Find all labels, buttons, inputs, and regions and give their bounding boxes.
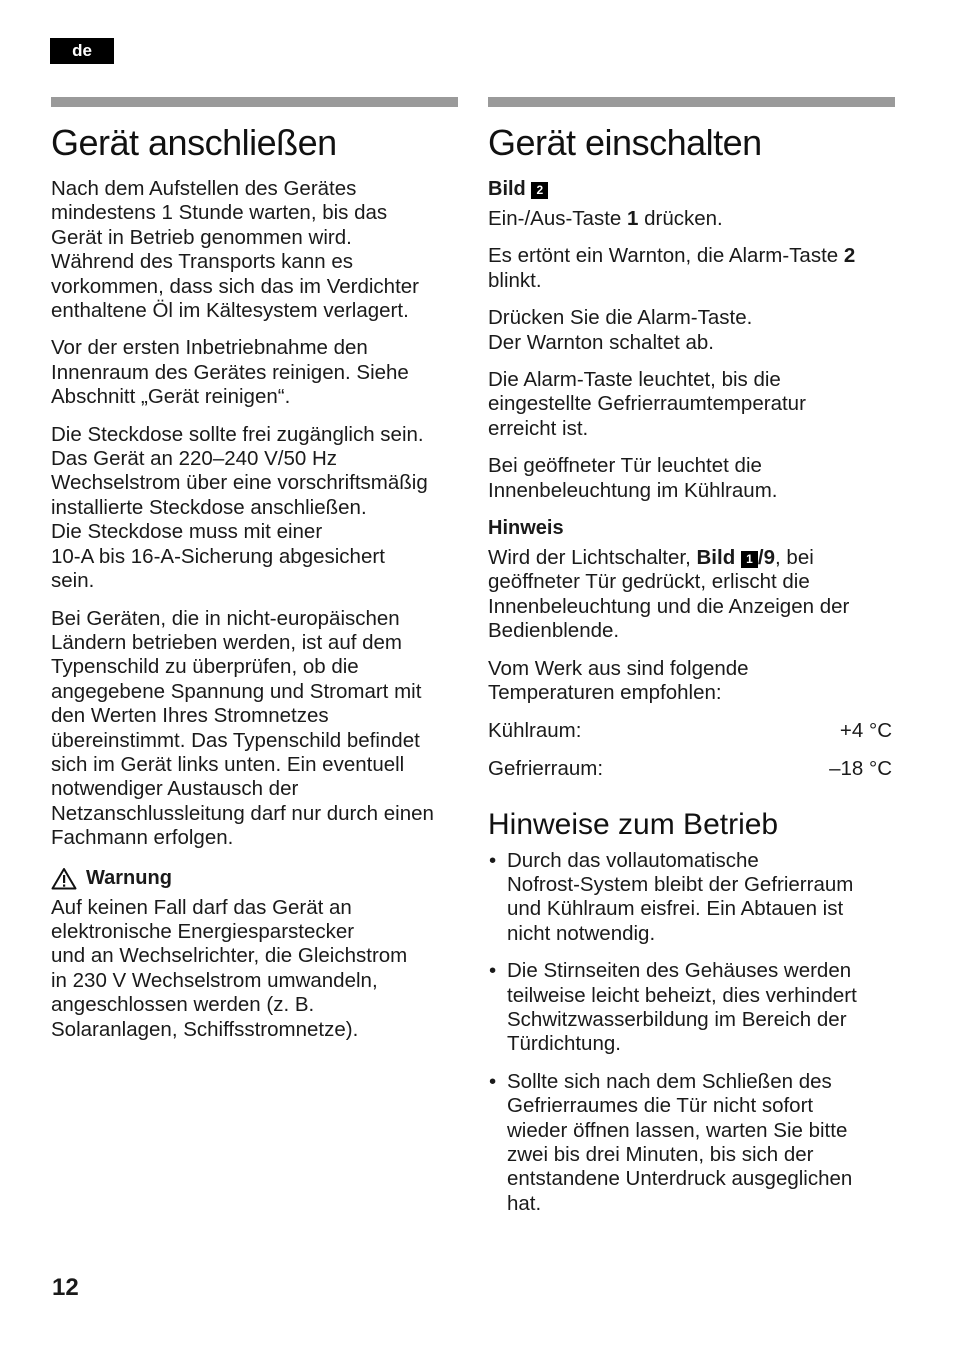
step-alarm bbox=[488, 244, 896, 293]
warning-heading bbox=[51, 867, 463, 890]
warning-triangle-icon bbox=[51, 867, 77, 890]
figure-ref: /9 bbox=[757, 546, 776, 570]
right-column bbox=[488, 97, 896, 1229]
temperature-label: Gefrierraum: bbox=[488, 756, 604, 780]
text: Ein-/Aus-Taste bbox=[488, 207, 627, 230]
warning-text: Auf keinen Fall darf das Gerät an elektronische Energiesparstecker und an Wechselrichter, die Gleichstrom in 230 V Wechselstrom umwandeln, angeschlossen werden (z. B. Solaranlagen, Schiffsstromnetze). bbox=[51, 895, 408, 1041]
list-item: • Die Stirnseiten des Gehäuses werden teilweise leicht beheizt, dies verhindert Schwitzwasserbildung im Bereich der Türdichtung. bbox=[488, 959, 896, 1057]
temperature-label: Kühlraum: bbox=[488, 718, 582, 742]
temperature-row bbox=[488, 719, 892, 743]
operation-tips-list bbox=[488, 849, 896, 1217]
figure-label: Bild bbox=[488, 178, 526, 200]
key-number: 2 bbox=[843, 244, 856, 268]
key-number: 1 bbox=[627, 207, 639, 230]
paragraph: Drücken Sie die Alarm-Taste. Der Warnton schaltet ab. bbox=[488, 306, 753, 354]
hint-text bbox=[488, 546, 896, 644]
temperature-value: –18 °C bbox=[829, 756, 892, 780]
figure-reference bbox=[488, 177, 896, 201]
figure-number-box: 1 bbox=[741, 551, 758, 568]
section-title-switch-on: Gerät einschalten bbox=[488, 122, 762, 163]
paragraph: Nach dem Aufstellen des Gerätes mindestens 1 Stunde warten, bis das Gerät in Betrieb genommen wird. Während des Transports kann es vorkommen, dass sich das im Verdichter enthaltene Öl im Kältesystem verlagert. bbox=[51, 177, 419, 323]
hint-label: Hinweis bbox=[488, 517, 564, 540]
text: blinkt. bbox=[488, 268, 542, 292]
language-tab: de bbox=[50, 38, 114, 64]
paragraph: Die Steckdose sollte frei zugänglich sein. Das Gerät an 220–240 V/50 Hz Wechselstrom über eine vorschriftsmäßig installierte Steckdose anschließen. Die Steckdose muss mit einer 10-A bis 16-A-Sicherung abgesichert sein. bbox=[51, 422, 428, 593]
temperature-row bbox=[488, 757, 892, 781]
figure-number-box: 2 bbox=[531, 182, 548, 199]
paragraph: Vor der ersten Inbetriebnahme den Innenraum des Gerätes reinigen. Siehe Abschnitt „Gerät reinigen“. bbox=[51, 336, 409, 409]
figure-label: Bild bbox=[696, 546, 736, 570]
text: , bei bbox=[775, 546, 814, 570]
paragraph: Die Alarm-Taste leuchtet, bis die eingestellte Gefrierraumtemperatur erreicht ist. bbox=[488, 368, 806, 440]
text: Es ertönt ein Warnton, die Alarm-Taste bbox=[488, 244, 844, 268]
warning-label: Warnung bbox=[86, 866, 172, 889]
step-power bbox=[488, 207, 896, 231]
paragraph: Vom Werk aus sind folgende Temperaturen empfohlen: bbox=[488, 656, 749, 705]
list-item: • Sollte sich nach dem Schließen des Gefrierraumes die Tür nicht sofort wieder öffnen lassen, warten Sie bitte zwei bis drei Minuten, bis sich der entstandene Unterdruck ausgeglichen hat. bbox=[488, 1070, 896, 1216]
temperature-value: +4 °C bbox=[839, 718, 892, 742]
section-rule bbox=[51, 97, 458, 107]
page-number: 12 bbox=[52, 1274, 79, 1301]
left-column bbox=[51, 97, 463, 1055]
text: geöffneter Tür gedrückt, erlischt die Innenbeleuchtung und die Anzeigen der Bedienblende. bbox=[488, 570, 850, 643]
paragraph: Bei geöffneter Tür leuchtet die Innenbeleuchtung im Kühlraum. bbox=[488, 454, 778, 502]
list-item: • Durch das vollautomatische Nofrost-System bleibt der Gefrierraum und Kühlraum eisfrei. Ein Abtauen ist nicht notwendig. bbox=[488, 849, 896, 947]
section-title-connect: Gerät anschließen bbox=[51, 122, 337, 163]
section-subtitle-operation: Hinweise zum Betrieb bbox=[488, 807, 779, 841]
text: Wird der Lichtschalter, bbox=[488, 546, 697, 570]
text: drücken. bbox=[638, 207, 723, 230]
section-rule bbox=[488, 97, 895, 107]
paragraph: Bei Geräten, die in nicht-europäischen Ländern betrieben werden, ist auf dem Typenschild zu überprüfen, ob die angegebene Spannung und Stromart mit den Werten Ihres Stromnetzes übereinstimmt. Das Typenschild befindet sich im Gerät links unten. Ein eventuell notwendiger Austausch der Netzanschlussleitung darf nur durch einen Fachmann erfolgen. bbox=[51, 606, 434, 850]
